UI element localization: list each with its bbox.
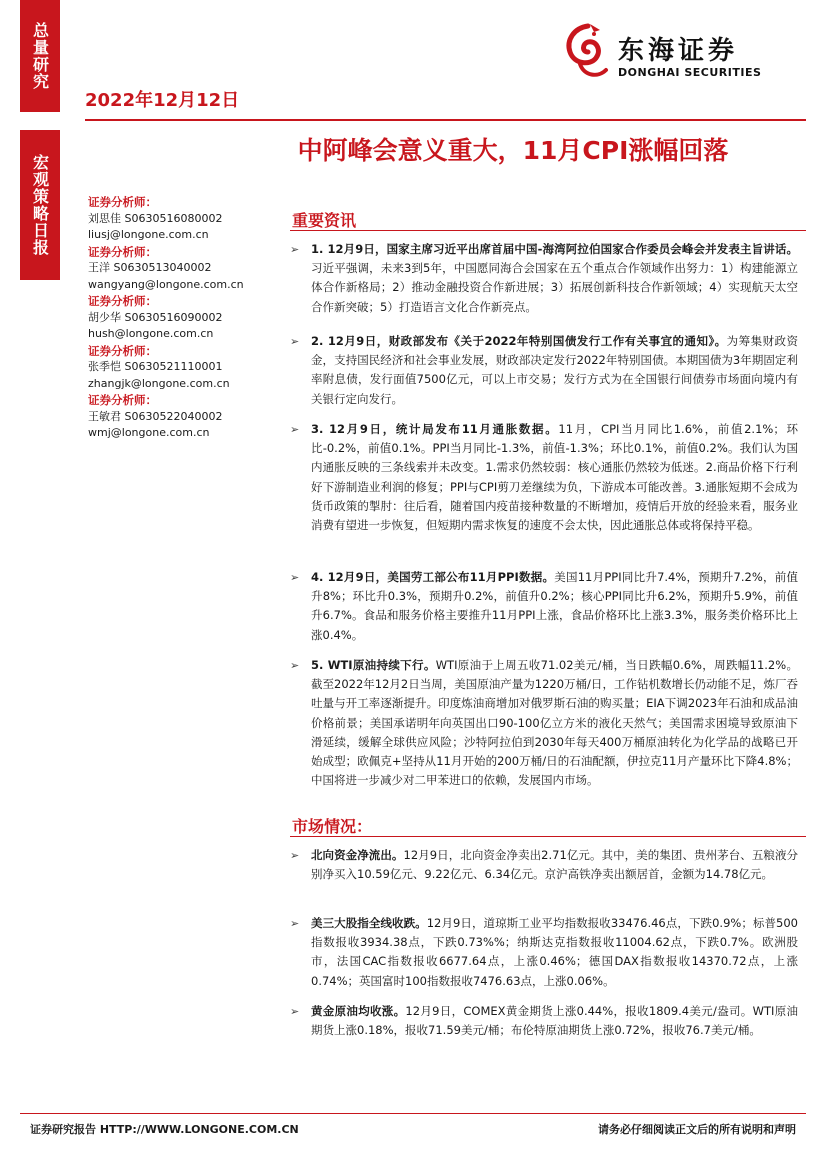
news-item-body: WTI原油于上周五收71.02美元/桶，当日跌幅0.6%，周跌幅11.2%。截至2022年12月2日当周，美国原油产量为1220万桶/日，工作钻机数增长仍动能不足，炼厂吞吐量与开工率逐渐提升。印度炼油商增加对俄罗斯石油的购买量；EIA下调2023年石油和成品油价格前景；美国承诺明年向英国出口90-100亿立方米的液化天然气；美国需求困境导致原油下滑延续，缓解全球供应风险；沙特阿拉伯到2030年每天400万桶原油转化为化学品的战略已开始成型；欧佩克+坚持从11月开始的200万桶/日的石油配额，伊拉克11月产量环比下降4.8%；中国将进一步减少对二甲苯进口的依赖，发展国内市场。 <box>311 658 798 788</box>
market-item-headline: 美三大股指全线收跌。 <box>311 916 427 930</box>
bullet-arrow-icon: ➢ <box>290 849 300 862</box>
report-title: 中阿峰会意义重大，11月CPI涨幅回落 <box>297 136 729 165</box>
bullet-arrow-icon: ➢ <box>290 335 300 348</box>
analyst-entry <box>88 244 273 294</box>
logo-english-name: DONGHAI SECURITIES <box>618 66 762 79</box>
report-type-tag: 总量研究 <box>20 0 60 112</box>
market-section-title: 市场情况： <box>292 817 373 836</box>
news-section-title: 重要资讯 <box>292 211 357 230</box>
news-section-divider <box>290 230 806 231</box>
news-item <box>290 568 798 645</box>
news-item-headline: 5. WTI原油持续下行。 <box>311 658 436 672</box>
market-item <box>290 846 798 884</box>
analyst-name: 张季恺 S0630521110001 <box>88 360 223 373</box>
market-item-body: 12月9日，道琼斯工业平均指数报收33476.46点，下跌0.9%；标普500指数报收3934.38点，下跌0.73%%；纳斯达克指数报收11004.62点，下跌0.7%。欧洲股市，法国CAC指数报收6677.64点，上涨0.46%；德国DAX指数报收14370.72点，上涨0.74%；英国富时100指数报收7476.63点，上涨0.06%。 <box>311 916 798 988</box>
footer-disclaimer: 请务必仔细阅读正文后的所有说明和声明 <box>598 1123 796 1136</box>
market-item-headline: 黄金原油均收涨。 <box>311 1004 406 1018</box>
analyst-name: 刘思佳 S0630516080002 <box>88 211 223 225</box>
bullet-arrow-icon: ➢ <box>290 243 300 256</box>
bullet-arrow-icon: ➢ <box>290 917 300 930</box>
market-item-body: 12月9日，北向资金净卖出2.71亿元。其中，美的集团、贵州茅台、五粮液分别净买入10.59亿元、9.22亿元、6.34亿元。京沪高铁净卖出额居首，金额为14.78亿元。 <box>311 848 799 882</box>
market-item-headline: 北向资金净流出。 <box>311 848 404 862</box>
analyst-entry <box>88 293 273 343</box>
news-item <box>290 240 798 317</box>
analyst-list <box>88 194 273 442</box>
footer-divider <box>20 1113 806 1114</box>
news-item-headline: 1. 12月9日，国家主席习近平出席首届中国-海湾阿拉伯国家合作委员会峰会并发表主旨讲话。 <box>311 242 798 256</box>
analyst-entry <box>88 343 273 393</box>
analyst-entry <box>88 194 273 244</box>
bullet-arrow-icon: ➢ <box>290 571 300 584</box>
dragon-logo-icon <box>560 20 616 90</box>
news-item-body: 11月，CPI当月同比1.6%，前值2.1%；环比-0.2%，前值0.1%。PPI当月同比-1.3%，前值-1.3%；环比0.1%，前值0.2%。我们认为国内通胀反映的三条线索并未改变。1.需求仍然较弱：核心通胀仍然较为低迷。2.商品价格下行利好下游制造业利润的修复；PPI与CPI剪刀差继续为负，下游成本可能改善。3.通胀短期不会成为货币政策的掣肘：往后看，随着国内疫苗接种数量的不断增加，疫情后开放的经验来看，服务业消费有望进一步恢复，但短期内需求恢复的速度不会太快，因此通胀总体或将保持平稳。 <box>311 422 799 533</box>
analyst-label: 证券分析师： <box>88 294 157 308</box>
news-item-body: 美国11月PPI同比升7.4%，预期升7.2%，前值升8%；环比升0.3%，预期升0.2%，前值升0.2%；核心PPI同比升6.2%，预期升5.9%，前值升6.7%。食品和服务价格主要推升11月PPI上涨，食品价格环比上涨3.3%，服务类价格环比上涨0.4%。 <box>311 570 798 642</box>
news-item-headline: 3. 12月9日，统计局发布11月通胀数据。 <box>311 422 559 436</box>
analyst-entry <box>88 392 273 442</box>
market-item-body: 12月9日，COMEX黄金期货上涨0.44%，报收1809.4美元/盎司。WTI原油期货上涨0.18%，报收71.59美元/桶；布伦特原油期货上涨0.72%，报收76.7美元/桶。 <box>311 1004 799 1038</box>
news-item-headline: 2. 12月9日，财政部发布《关于2022年特别国债发行工作有关事宜的通知》。 <box>311 334 727 348</box>
report-section-tag: 宏观策略日报 <box>20 130 60 280</box>
analyst-label: 证券分析师： <box>88 244 157 259</box>
analyst-label: 证券分析师： <box>88 343 157 358</box>
company-logo <box>560 20 810 100</box>
analyst-email[interactable]: wmj@longone.com.cn <box>88 426 210 439</box>
analyst-email[interactable]: wangyang@longone.com.cn <box>88 277 244 291</box>
news-item-body: 为筹集财政资金，支持国民经济和社会事业发展，财政部决定发行2022年特别国债。本期国债为3年期固定利率附息债，发行面值7500亿元，可以上市交易；发行方式为在全国银行间债券市场面向境内有关银行定向发行。 <box>311 334 799 406</box>
header-divider <box>85 119 806 121</box>
market-section-divider <box>290 836 806 837</box>
bullet-arrow-icon: ➢ <box>290 423 300 436</box>
bullet-arrow-icon: ➢ <box>290 659 300 672</box>
analyst-name: 胡少华 S0630516090002 <box>88 310 223 324</box>
analyst-name: 王敏君 S0630522040002 <box>88 409 223 423</box>
news-item-body: 习近平强调，未来3到5年，中国愿同海合会国家在五个重点合作领域作出努力：1）构建能源立体合作新格局；2）推动金融投资合作新进展；3）拓展创新科技合作新领域；4）实现航天太空合作新突破；5）打造语言文化合作新亮点。 <box>311 261 798 314</box>
report-date: 2022年12月12日 <box>85 90 240 111</box>
news-item <box>290 656 798 790</box>
footer-website[interactable]: 证券研究报告 HTTP://WWW.LONGONE.COM.CN <box>30 1123 299 1136</box>
analyst-label: 证券分析师： <box>88 195 157 209</box>
market-item <box>290 914 798 991</box>
analyst-email[interactable]: liusj@longone.com.cn <box>88 228 209 241</box>
analyst-name: 王洋 S0630513040002 <box>88 261 212 274</box>
bullet-arrow-icon: ➢ <box>290 1005 300 1018</box>
analyst-label: 证券分析师： <box>88 393 157 407</box>
news-item-headline: 4. 12月9日，美国劳工部公布11月PPI数据。 <box>311 570 555 584</box>
news-item <box>290 420 798 535</box>
analyst-email[interactable]: zhangjk@longone.com.cn <box>88 376 230 390</box>
market-item <box>290 1002 798 1040</box>
analyst-email[interactable]: hush@longone.com.cn <box>88 327 214 340</box>
news-item <box>290 332 798 409</box>
logo-chinese-name: 东海证券 <box>618 36 739 66</box>
